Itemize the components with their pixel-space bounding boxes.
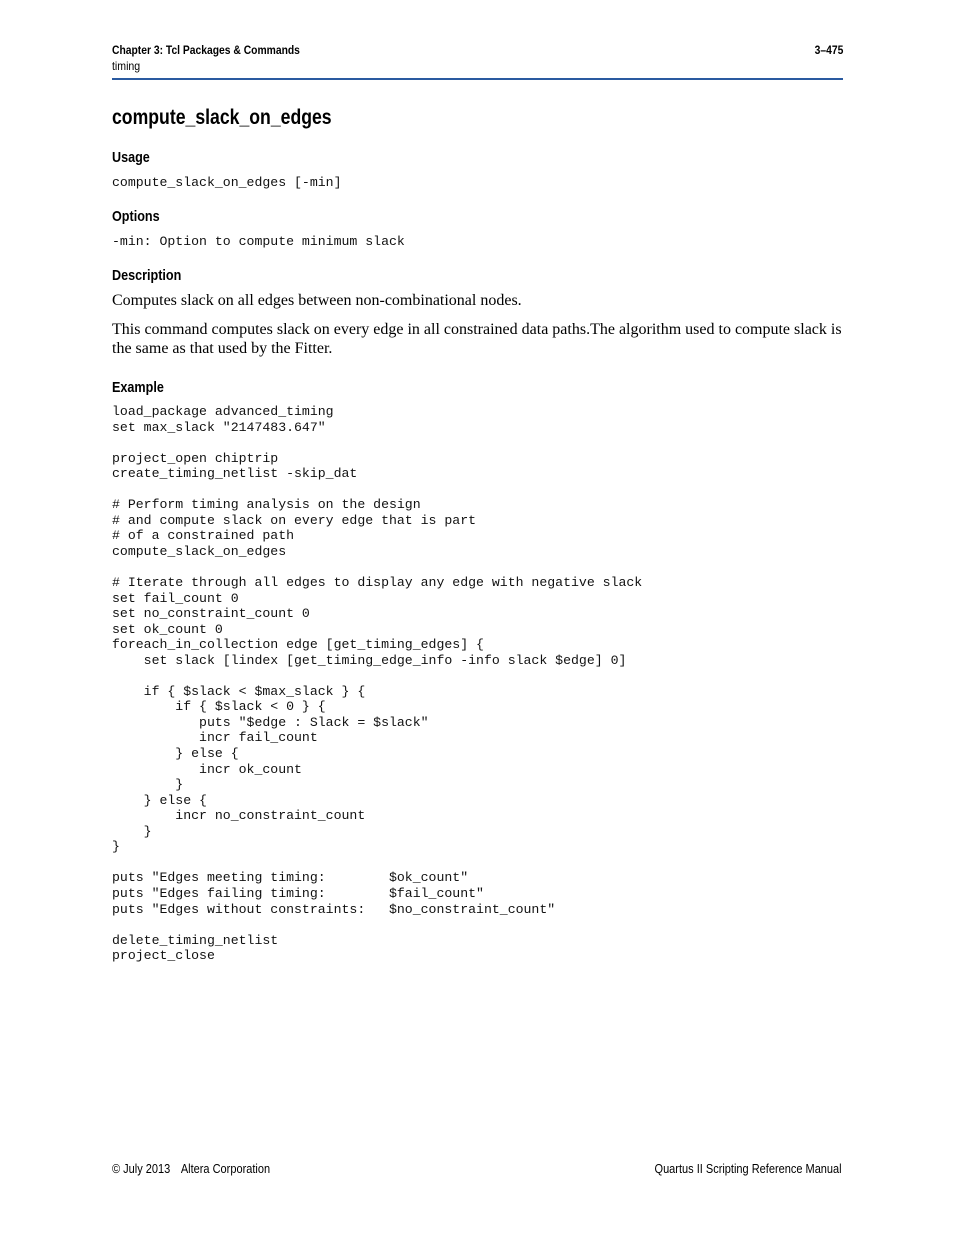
footer-company: Altera Corporation (180, 1162, 271, 1176)
usage-code: compute_slack_on_edges [-min] (112, 175, 342, 190)
page-header (112, 42, 843, 80)
usage-heading: Usage (112, 149, 150, 166)
description-paragraph-1: Computes slack on all edges between non-combinational nodes. (112, 292, 522, 309)
example-code: load_package advanced_timing set max_slack "2147483.647" project_open chiptrip create_timing_netlist -skip_dat # Perform timing analysis on the design # and compute slack on every edge that is part # of a constrained path compute_slack_on_edges # Iterate through all edges to display any edge with negative slack set fail_count 0 set no_constraint_count 0 set ok_count 0 foreach_in_collection edge [get_timing_edges] { set slack [lindex [get_timing_edge_info -info slack $edge] 0] if { $slack < $max_slack } { if { $slack < 0 } { puts "$edge : Slack = $slack" incr fail_count } else { incr ok_count } } else { incr no_constraint_count } } puts "Edges meeting timing: $ok_count" puts "Edges failing timing: $fail_count" puts "Edges without constraints: $no_constraint_count" delete_timing_netlist project_close (112, 404, 643, 964)
footer-date: © July 2013 (112, 1162, 171, 1176)
page-footer-left (112, 1161, 270, 1177)
chapter-title: Chapter 3: Tcl Packages & Commands (112, 43, 300, 57)
description-heading: Description (112, 267, 182, 284)
page-title: compute_slack_on_edges (112, 106, 332, 129)
options-code: -min: Option to compute minimum slack (112, 234, 405, 249)
description-paragraph-2: This command computes slack on every edge in all constrained data paths.The algorithm used to compute slack is the same as that used by the Fitter. (112, 321, 842, 357)
footer-manual-title: Quartus II Scripting Reference Manual (654, 1162, 842, 1176)
page-number: 3–475 (814, 43, 843, 57)
options-heading: Options (112, 208, 160, 225)
example-heading: Example (112, 379, 164, 396)
section-name: timing (112, 59, 141, 73)
